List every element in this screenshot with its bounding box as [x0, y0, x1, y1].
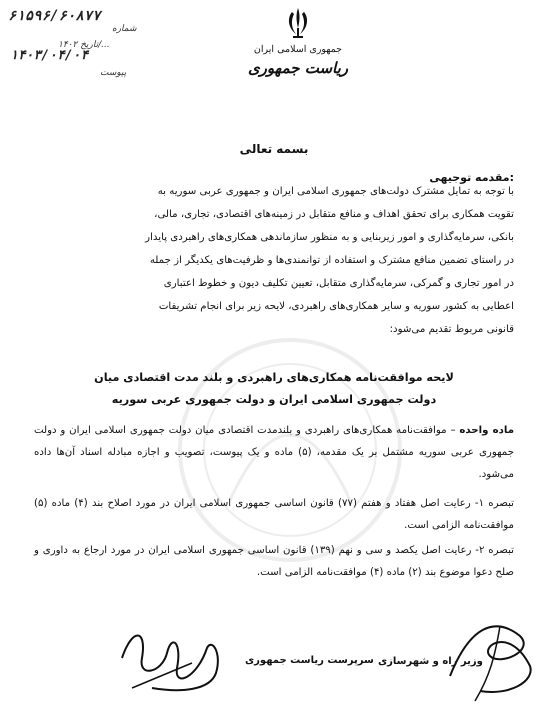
- note-1: تبصره ۱- رعایت اصل هفتاد و هفتم (۷۷) قانون اساسی جمهوری اسلامی ایران در مورد اصلاح بند (۴) ماده (۵) موافقت‌نامه الزامی است.: [34, 498, 514, 531]
- org-name-line1: جمهوری اسلامی ایران: [253, 44, 343, 55]
- date-value: ۱۴۰۳/۰۴/۰۴: [10, 48, 89, 63]
- intro-line: در راستای تضمین منافع مشترک و استفاده از توانمندی‌ها و ظرفیت‌های یکدیگر از جمله: [149, 255, 514, 266]
- intro-line: بانکی، سرمایه‌گذاری و امور زیربنایی و به منظور سازماندهی همکاری‌های راهبردی پایدار: [145, 232, 514, 243]
- bismillah-heading: بسمه تعالی: [239, 142, 309, 156]
- intro-line: اعطایی به کشور سوریه و سایر همکاری‌های راهبردی، لایحه زیر برای انجام تشریفات: [158, 301, 514, 312]
- iran-emblem-icon: [283, 6, 313, 40]
- intro-body: [34, 180, 514, 341]
- single-article: [34, 420, 514, 486]
- letter-number-label: شماره: [112, 24, 137, 34]
- article-label: ماده واحده: [459, 425, 514, 436]
- signature-label-right: وزیر راه و شهرسازی: [378, 656, 483, 667]
- attachment-label: پیوست: [100, 68, 127, 78]
- date-label: تاریخ ۱۴۰۲/...: [58, 40, 110, 50]
- org-name-line2: ریاست جمهوری: [247, 59, 349, 77]
- bill-title-line2: دولت جمهوری اسلامی ایران و دولت جمهوری عربی سوریه: [111, 393, 437, 406]
- signature-right-icon: [440, 606, 540, 706]
- letter-number: ۶۱۵۹۶/۶۰۸۷۷: [8, 8, 101, 24]
- article-text: – موافقت‌نامه همکاری‌های راهبردی و بلندمدت اقتصادی میان دولت جمهوری اسلامی ایران و دولت جمهوری عربی سوریه مشتمل بر یک مقدمه، (۵) ماده و یک پیوست، تصویب و اجازه مبادله اسناد آن‌ها داده می‌شود.: [34, 425, 514, 480]
- intro-line: قانونی مربوط تقدیم می‌شود:: [389, 324, 514, 335]
- note-2: تبصره ۲- رعایت اصل یکصد و سی و نهم (۱۳۹) قانون اساسی جمهوری اسلامی ایران در مورد ارجاع به داوری و صلح دعوا موضوع بند (۲) ماده (۴) موافقت‌نامه الزامی است.: [34, 545, 514, 578]
- intro-line: تقویت همکاری برای تحقق اهداف و منافع متقابل در زمینه‌های اقتصادی، تجاری، مالی،: [154, 209, 514, 220]
- intro-line: در امور تجاری و گمرکی، سرمایه‌گذاری متقابل، تعیین تکلیف دیون و خطوط اعتباری: [163, 278, 514, 289]
- intro-title: مقدمه توجیهی:: [429, 171, 514, 184]
- signature-label-left: سرپرست ریاست جمهوری: [245, 655, 374, 666]
- intro-line: با توجه به تمایل مشترک دولت‌های جمهوری اسلامی ایران و جمهوری عربی سوریه به: [157, 186, 514, 197]
- bill-title-line1: لایحه موافقت‌نامه همکاری‌های راهبردی و بلند مدت اقتصادی میان: [94, 371, 454, 384]
- signature-left-icon: [112, 618, 232, 698]
